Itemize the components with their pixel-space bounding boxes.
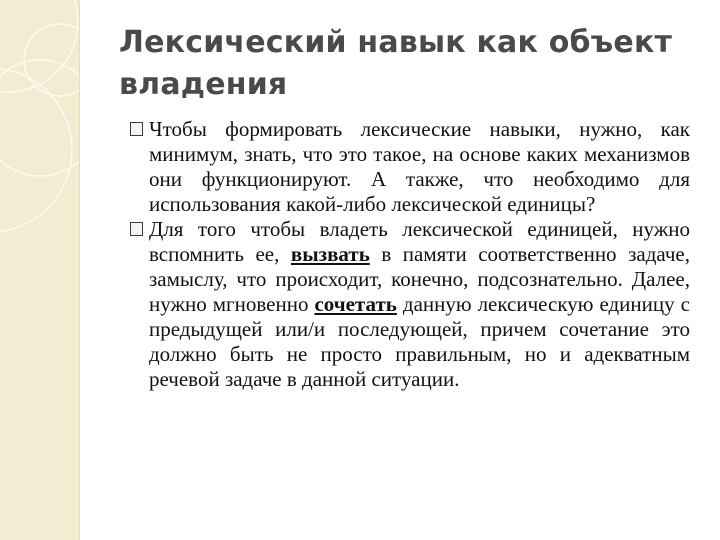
slide-title: Лексический навык как объект владения	[119, 25, 673, 102]
bullet-item	[130, 117, 690, 217]
bullet-text: в памяти соответственно задаче, замыслу, что происходит, конечно, подсознательно. Далее, нужно мгновенно	[149, 242, 690, 316]
bullet-list	[130, 117, 690, 392]
decorative-sidebar	[0, 0, 80, 540]
bullet-text: Для того чтобы владеть лексической единицей, нужно вспомнить ее,	[149, 217, 690, 266]
bullet-text: данную лексическую единицу с предыдущей или/и последующей, причем сочетание это должно быть не просто правильным, но и адекватным речевой задаче в данной ситуации.	[149, 292, 690, 391]
emphasized-term: вызвать	[290, 242, 370, 266]
bullet-item	[130, 217, 690, 392]
bullet-text: Чтобы формировать лексические навыки, нужно, как минимум, знать, что это такое, на основе каких механизмов они функционируют. А также, что необходимо для использования какой-либо лексической единицы?	[149, 117, 690, 216]
emphasized-term: сочетать	[314, 292, 397, 316]
square-bullet-icon	[130, 222, 143, 236]
circles-ornament-icon	[0, 0, 79, 540]
square-bullet-icon	[130, 122, 143, 136]
